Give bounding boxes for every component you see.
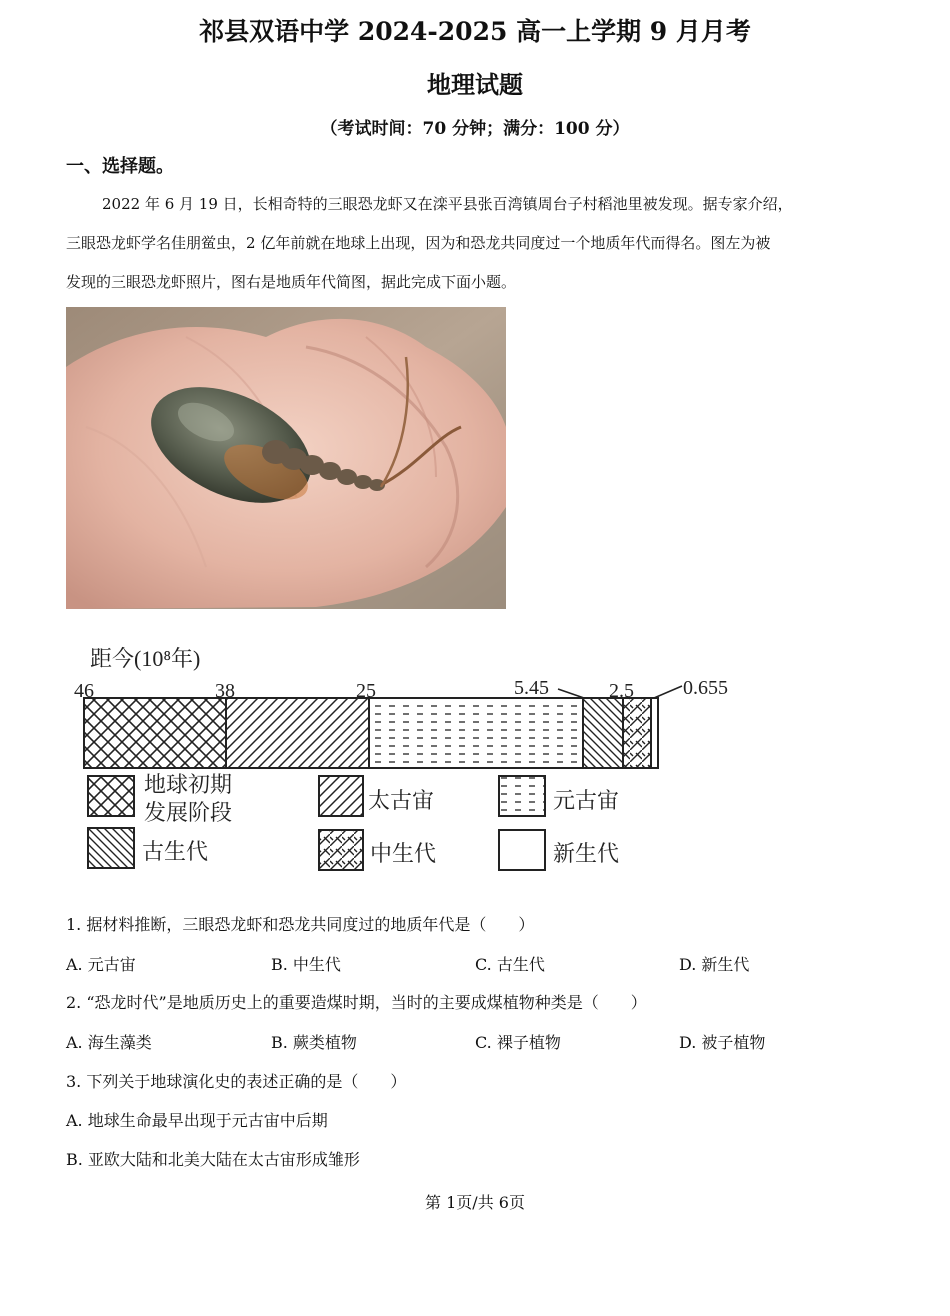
legend-swatch-paleozoic: [88, 828, 134, 868]
legend-label-proterozoic: 元古宙: [553, 788, 620, 813]
question-3-option-b[interactable]: B. 亚欧大陆和北美大陆在太古宙形成雏形: [66, 1150, 360, 1169]
segment-paleozoic: [583, 698, 623, 768]
question-2-option-a[interactable]: A. 海生藻类: [66, 1033, 152, 1052]
tick-label-25: 25: [356, 680, 376, 702]
question-2-option-b[interactable]: B. 蕨类植物: [271, 1033, 357, 1052]
question-2-option-c[interactable]: C. 裸子植物: [475, 1033, 561, 1052]
exam-info: （考试时间：70 分钟；满分：100 分）: [320, 119, 630, 139]
segment-cenozoic: [651, 698, 658, 768]
leader-line-0.655: [654, 686, 682, 698]
geologic-timeline: [66, 630, 766, 880]
segment-early-earth: [84, 698, 226, 768]
legend-label-paleozoic: 古生代: [142, 839, 209, 864]
legend-label-mesozoic: 中生代: [370, 841, 437, 866]
legend-label-archean: 太古宙: [368, 788, 435, 813]
material-line-3: 发现的三眼恐龙虾照片，图右是地质年代简图，据此完成下面小题。: [66, 273, 517, 291]
legend-label-cenozoic: 新生代: [553, 841, 620, 866]
tick-label-5.45: 5.45: [514, 677, 549, 699]
legend-swatch-mesozoic: [319, 830, 363, 870]
question-1-option-b[interactable]: B. 中生代: [271, 955, 341, 974]
leader-line-5.45: [558, 689, 584, 698]
legend-swatch-cenozoic: [499, 830, 545, 870]
subject-title: 地理试题: [427, 70, 523, 99]
question-2-option-d[interactable]: D. 被子植物: [679, 1033, 766, 1052]
material-line-1: 2022 年 6 月 19 日，长相奇特的三眼恐龙虾又在滦平县张百湾镇周台子村稻池里被发现。据专家介绍，: [102, 195, 793, 213]
segment-proterozoic: [369, 698, 583, 768]
page-footer: 第 1页/共 6页: [425, 1193, 525, 1212]
legend-swatch-proterozoic: [499, 776, 545, 816]
question-1-stem: 1. 据材料推断，三眼恐龙虾和恐龙共同度过的地质年代是（ ）: [66, 915, 535, 934]
question-2-stem: 2. “恐龙时代”是地质历史上的重要造煤时期，当时的主要成煤植物种类是（ ）: [66, 993, 647, 1012]
triops-photo: [66, 307, 506, 609]
tick-label-46: 46: [74, 680, 94, 702]
legend-label-early-earth-1: 地球初期: [144, 772, 233, 797]
question-1-option-c[interactable]: C. 古生代: [475, 955, 545, 974]
section-heading: 一、选择题。: [66, 156, 174, 177]
tick-label-0.655: 0.655: [683, 677, 728, 699]
question-1-option-d[interactable]: D. 新生代: [679, 955, 750, 974]
tick-label-2.5: 2.5: [609, 680, 634, 702]
timeline-axis-label: 距今(10⁸年): [90, 646, 201, 671]
legend-label-early-earth-2: 发展阶段: [144, 800, 233, 825]
tick-label-38: 38: [215, 680, 235, 702]
segment-archean: [226, 698, 369, 768]
exam-title: 祁县双语中学 2024-2025 高一上学期 9 月月考: [199, 17, 751, 46]
question-1-option-a[interactable]: A. 元古宙: [66, 955, 136, 974]
material-line-2: 三眼恐龙虾学名佳朋鲎虫，2 亿年前就在地球上出现，因为和恐龙共同度过一个地质年代而得名。图左为被: [66, 234, 771, 252]
legend-swatch-archean: [319, 776, 363, 816]
question-3-stem: 3. 下列关于地球演化史的表述正确的是（ ）: [66, 1072, 407, 1091]
segment-mesozoic: [623, 698, 651, 768]
question-3-option-a[interactable]: A. 地球生命最早出现于元古宙中后期: [66, 1111, 328, 1130]
legend-swatch-early-earth: [88, 776, 134, 816]
